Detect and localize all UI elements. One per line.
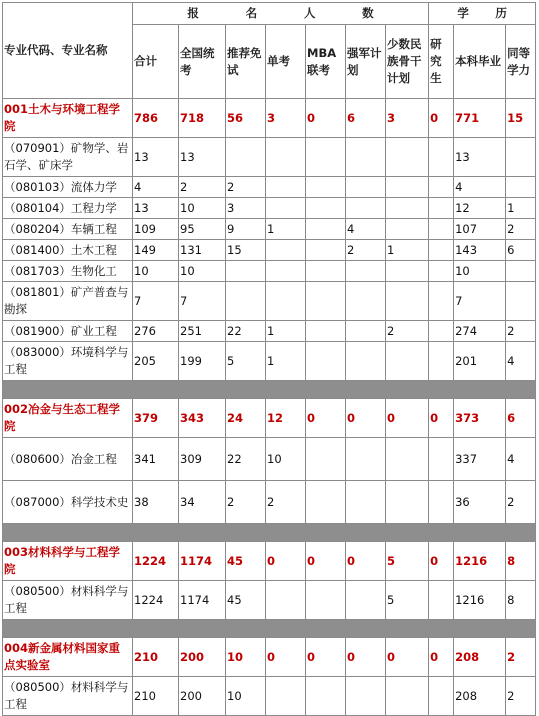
count-cell-minority-plan: 0 (386, 399, 429, 438)
major-row (3, 219, 536, 240)
count-cell-graduate: 0 (429, 542, 454, 581)
section-separator (3, 381, 536, 399)
enrollment-table (2, 2, 536, 716)
count-cell-recommended-exempt: 10 (226, 638, 266, 677)
count-cell-graduate (429, 677, 454, 716)
count-cell-total: 149 (133, 240, 179, 261)
count-cell-single-exam: 1 (266, 321, 306, 342)
count-cell-graduate (429, 342, 454, 381)
major-name: （080104）工程力学 (3, 198, 133, 219)
count-cell-bachelor: 107 (454, 219, 506, 240)
count-cell-recommended-exempt: 9 (226, 219, 266, 240)
major-name: （087000）科学技术史 (3, 481, 133, 524)
count-cell-equivalent: 2 (506, 481, 536, 524)
count-cell-strong-army-plan (346, 581, 386, 620)
major-name: （081900）矿业工程 (3, 321, 133, 342)
count-cell-bachelor: 143 (454, 240, 506, 261)
major-row (3, 342, 536, 381)
count-cell-equivalent: 4 (506, 342, 536, 381)
major-row (3, 261, 536, 282)
count-cell-equivalent: 2 (506, 638, 536, 677)
count-cell-total: 276 (133, 321, 179, 342)
count-cell-single-exam (266, 177, 306, 198)
count-cell-bachelor: 1216 (454, 581, 506, 620)
count-cell-recommended-exempt (226, 138, 266, 177)
count-cell-single-exam (266, 261, 306, 282)
count-cell-total: 13 (133, 198, 179, 219)
header-bachelor: 本科毕业 (454, 25, 506, 99)
count-cell-recommended-exempt (226, 261, 266, 282)
college-name: 002冶金与生态工程学院 (3, 399, 133, 438)
count-cell-national-exam: 1174 (179, 581, 226, 620)
count-cell-strong-army-plan (346, 321, 386, 342)
count-cell-strong-army-plan: 6 (346, 99, 386, 138)
count-cell-minority-plan: 1 (386, 240, 429, 261)
count-cell-equivalent (506, 138, 536, 177)
count-cell-total: 109 (133, 219, 179, 240)
count-cell-graduate (429, 581, 454, 620)
major-row (3, 677, 536, 716)
count-cell-graduate (429, 481, 454, 524)
count-cell-graduate (429, 219, 454, 240)
count-cell-national-exam: 1174 (179, 542, 226, 581)
count-cell-graduate: 0 (429, 99, 454, 138)
count-cell-strong-army-plan (346, 438, 386, 481)
count-cell-mba-exam: 0 (306, 638, 346, 677)
count-cell-national-exam: 718 (179, 99, 226, 138)
count-cell-single-exam: 3 (266, 99, 306, 138)
count-cell-strong-army-plan: 4 (346, 219, 386, 240)
count-cell-bachelor: 373 (454, 399, 506, 438)
major-row (3, 177, 536, 198)
count-cell-recommended-exempt: 10 (226, 677, 266, 716)
count-cell-equivalent: 15 (506, 99, 536, 138)
count-cell-equivalent (506, 177, 536, 198)
count-cell-minority-plan (386, 342, 429, 381)
header-minority-plan: 少数民族骨干计划 (386, 25, 429, 99)
count-cell-strong-army-plan: 0 (346, 399, 386, 438)
count-cell-mba-exam (306, 481, 346, 524)
count-cell-graduate (429, 282, 454, 321)
count-cell-bachelor: 201 (454, 342, 506, 381)
header-equivalent: 同等学力 (506, 25, 536, 99)
count-cell-strong-army-plan (346, 282, 386, 321)
count-cell-bachelor: 337 (454, 438, 506, 481)
count-cell-total: 10 (133, 261, 179, 282)
count-cell-bachelor: 12 (454, 198, 506, 219)
count-cell-single-exam (266, 198, 306, 219)
major-name: （081703）生物化工 (3, 261, 133, 282)
count-cell-national-exam: 34 (179, 481, 226, 524)
major-name: （080103）流体力学 (3, 177, 133, 198)
count-cell-strong-army-plan: 0 (346, 638, 386, 677)
count-cell-bachelor: 1216 (454, 542, 506, 581)
count-cell-graduate: 0 (429, 399, 454, 438)
count-cell-strong-army-plan (346, 198, 386, 219)
count-cell-graduate (429, 177, 454, 198)
count-cell-bachelor: 10 (454, 261, 506, 282)
count-cell-recommended-exempt: 2 (226, 481, 266, 524)
count-cell-equivalent: 2 (506, 677, 536, 716)
count-cell-minority-plan: 2 (386, 321, 429, 342)
count-cell-minority-plan (386, 282, 429, 321)
count-cell-bachelor: 771 (454, 99, 506, 138)
count-cell-single-exam: 10 (266, 438, 306, 481)
count-cell-equivalent: 4 (506, 438, 536, 481)
count-cell-recommended-exempt: 2 (226, 177, 266, 198)
count-cell-equivalent: 8 (506, 542, 536, 581)
count-cell-single-exam: 1 (266, 219, 306, 240)
count-cell-mba-exam (306, 177, 346, 198)
count-cell-national-exam: 10 (179, 198, 226, 219)
count-cell-mba-exam (306, 321, 346, 342)
count-cell-equivalent: 1 (506, 198, 536, 219)
major-row (3, 240, 536, 261)
count-cell-single-exam (266, 581, 306, 620)
count-cell-mba-exam: 0 (306, 99, 346, 138)
count-cell-total: 38 (133, 481, 179, 524)
count-cell-mba-exam (306, 342, 346, 381)
header-applicants-char: 名 (245, 6, 258, 20)
count-cell-recommended-exempt: 5 (226, 342, 266, 381)
header-applicants-char: 人 (303, 6, 316, 20)
count-cell-single-exam: 2 (266, 481, 306, 524)
college-row (3, 99, 536, 138)
header-graduate: 研究生 (429, 25, 454, 99)
count-cell-strong-army-plan (346, 481, 386, 524)
header-national-exam: 全国统考 (179, 25, 226, 99)
count-cell-national-exam: 251 (179, 321, 226, 342)
count-cell-bachelor: 13 (454, 138, 506, 177)
count-cell-minority-plan: 5 (386, 542, 429, 581)
separator-cell (3, 620, 536, 638)
count-cell-graduate (429, 198, 454, 219)
major-name: （070901）矿物学、岩石学、矿床学 (3, 138, 133, 177)
major-row (3, 198, 536, 219)
separator-cell (3, 524, 536, 542)
count-cell-single-exam (266, 677, 306, 716)
count-cell-mba-exam (306, 138, 346, 177)
count-cell-national-exam: 309 (179, 438, 226, 481)
count-cell-recommended-exempt: 22 (226, 321, 266, 342)
count-cell-minority-plan: 0 (386, 638, 429, 677)
header-single-exam: 单考 (266, 25, 306, 99)
college-row (3, 638, 536, 677)
major-row (3, 438, 536, 481)
separator-cell (3, 381, 536, 399)
count-cell-single-exam: 12 (266, 399, 306, 438)
count-cell-mba-exam (306, 581, 346, 620)
college-name: 004新金属材料国家重点实验室 (3, 638, 133, 677)
count-cell-graduate (429, 438, 454, 481)
count-cell-single-exam: 0 (266, 638, 306, 677)
count-cell-equivalent: 6 (506, 399, 536, 438)
count-cell-minority-plan (386, 177, 429, 198)
header-education-group (429, 3, 536, 25)
count-cell-strong-army-plan (346, 342, 386, 381)
count-cell-minority-plan (386, 198, 429, 219)
count-cell-total: 13 (133, 138, 179, 177)
count-cell-national-exam: 95 (179, 219, 226, 240)
count-cell-national-exam: 13 (179, 138, 226, 177)
major-name: （080204）车辆工程 (3, 219, 133, 240)
count-cell-national-exam: 343 (179, 399, 226, 438)
count-cell-total: 7 (133, 282, 179, 321)
major-row (3, 481, 536, 524)
count-cell-minority-plan (386, 481, 429, 524)
count-cell-graduate (429, 261, 454, 282)
count-cell-equivalent: 2 (506, 219, 536, 240)
section-separator (3, 524, 536, 542)
header-mba-exam: MBA联考 (306, 25, 346, 99)
count-cell-recommended-exempt: 45 (226, 581, 266, 620)
count-cell-bachelor: 4 (454, 177, 506, 198)
count-cell-strong-army-plan: 0 (346, 542, 386, 581)
major-row (3, 282, 536, 321)
count-cell-national-exam: 2 (179, 177, 226, 198)
count-cell-mba-exam: 0 (306, 542, 346, 581)
college-name: 003材料科学与工程学院 (3, 542, 133, 581)
count-cell-bachelor: 274 (454, 321, 506, 342)
section-separator (3, 620, 536, 638)
count-cell-graduate (429, 138, 454, 177)
count-cell-single-exam (266, 240, 306, 261)
count-cell-strong-army-plan (346, 261, 386, 282)
major-name: （080500）材料科学与工程 (3, 677, 133, 716)
major-name: （081801）矿产普查与勘探 (3, 282, 133, 321)
major-row (3, 581, 536, 620)
header-applicants-char: 数 (362, 6, 374, 20)
header-total: 合计 (133, 25, 179, 99)
count-cell-single-exam: 0 (266, 542, 306, 581)
major-name: （083000）环境科学与工程 (3, 342, 133, 381)
count-cell-mba-exam (306, 282, 346, 321)
count-cell-total: 210 (133, 638, 179, 677)
count-cell-bachelor: 208 (454, 638, 506, 677)
count-cell-national-exam: 10 (179, 261, 226, 282)
college-row (3, 542, 536, 581)
count-cell-total: 786 (133, 99, 179, 138)
count-cell-minority-plan (386, 438, 429, 481)
header-education-char: 学 (457, 6, 469, 20)
count-cell-single-exam (266, 138, 306, 177)
count-cell-mba-exam (306, 240, 346, 261)
count-cell-total: 379 (133, 399, 179, 438)
header-major: 专业代码、专业名称 (3, 3, 133, 99)
count-cell-mba-exam (306, 198, 346, 219)
count-cell-equivalent: 6 (506, 240, 536, 261)
count-cell-bachelor: 36 (454, 481, 506, 524)
count-cell-strong-army-plan (346, 677, 386, 716)
header-applicants-char: 报 (187, 6, 199, 20)
header-strong-army-plan: 强军计划 (346, 25, 386, 99)
major-name: （081400）土木工程 (3, 240, 133, 261)
major-row (3, 321, 536, 342)
count-cell-recommended-exempt: 22 (226, 438, 266, 481)
count-cell-recommended-exempt: 3 (226, 198, 266, 219)
count-cell-strong-army-plan (346, 177, 386, 198)
count-cell-total: 341 (133, 438, 179, 481)
count-cell-equivalent: 8 (506, 581, 536, 620)
count-cell-equivalent: 2 (506, 321, 536, 342)
header-applicants-group (133, 3, 429, 25)
count-cell-bachelor: 7 (454, 282, 506, 321)
count-cell-minority-plan (386, 138, 429, 177)
count-cell-recommended-exempt: 15 (226, 240, 266, 261)
major-name: （080500）材料科学与工程 (3, 581, 133, 620)
count-cell-national-exam: 131 (179, 240, 226, 261)
count-cell-recommended-exempt: 56 (226, 99, 266, 138)
count-cell-total: 1224 (133, 581, 179, 620)
count-cell-mba-exam (306, 219, 346, 240)
count-cell-recommended-exempt: 24 (226, 399, 266, 438)
major-name: （080600）冶金工程 (3, 438, 133, 481)
count-cell-recommended-exempt: 45 (226, 542, 266, 581)
count-cell-minority-plan: 3 (386, 99, 429, 138)
count-cell-bachelor: 208 (454, 677, 506, 716)
count-cell-mba-exam: 0 (306, 399, 346, 438)
count-cell-national-exam: 200 (179, 677, 226, 716)
count-cell-single-exam: 1 (266, 342, 306, 381)
count-cell-single-exam (266, 282, 306, 321)
header-recommended-exempt: 推荐免试 (226, 25, 266, 99)
count-cell-graduate (429, 240, 454, 261)
count-cell-graduate: 0 (429, 638, 454, 677)
count-cell-mba-exam (306, 438, 346, 481)
count-cell-minority-plan: 5 (386, 581, 429, 620)
count-cell-total: 1224 (133, 542, 179, 581)
count-cell-national-exam: 7 (179, 282, 226, 321)
count-cell-national-exam: 199 (179, 342, 226, 381)
major-row (3, 138, 536, 177)
count-cell-mba-exam (306, 677, 346, 716)
count-cell-total: 4 (133, 177, 179, 198)
count-cell-strong-army-plan: 2 (346, 240, 386, 261)
count-cell-equivalent (506, 282, 536, 321)
header-education-char: 历 (495, 6, 507, 20)
college-row (3, 399, 536, 438)
count-cell-strong-army-plan (346, 138, 386, 177)
count-cell-total: 205 (133, 342, 179, 381)
count-cell-graduate (429, 321, 454, 342)
count-cell-mba-exam (306, 261, 346, 282)
count-cell-national-exam: 200 (179, 638, 226, 677)
count-cell-equivalent (506, 261, 536, 282)
count-cell-total: 210 (133, 677, 179, 716)
count-cell-recommended-exempt (226, 282, 266, 321)
count-cell-minority-plan (386, 219, 429, 240)
count-cell-minority-plan (386, 677, 429, 716)
college-name: 001土木与环境工程学院 (3, 99, 133, 138)
count-cell-minority-plan (386, 261, 429, 282)
